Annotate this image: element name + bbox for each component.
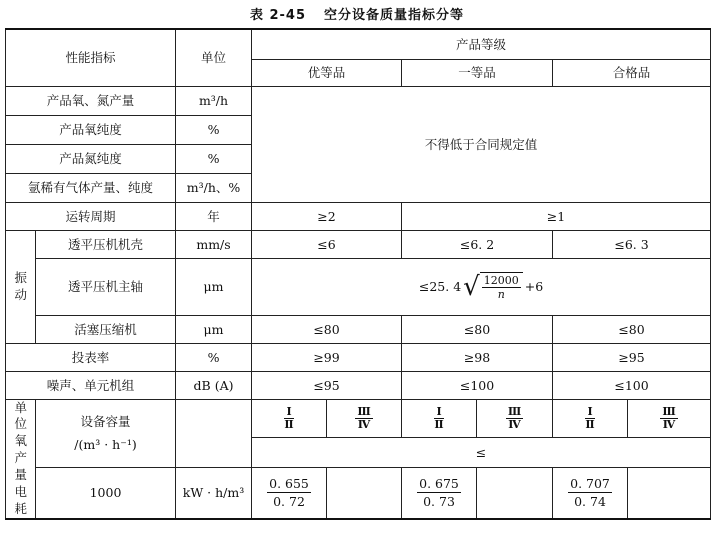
formula-suffix: +6 xyxy=(524,279,544,294)
consumption-empty-cell xyxy=(477,467,553,518)
roman-bottom: Ⅱ xyxy=(284,417,294,431)
fraction-bottom: 0. 72 xyxy=(273,494,305,510)
consumption-cell xyxy=(252,467,327,518)
value-cell: ≤80 xyxy=(553,315,711,343)
roman-bottom: Ⅳ xyxy=(508,417,521,431)
radical-sign-icon: √ xyxy=(463,271,480,302)
shaft-formula xyxy=(419,272,543,302)
unit-cell: % xyxy=(176,144,252,173)
formula-prefix: ≤25. 4 xyxy=(418,279,462,294)
roman-top: Ⅲ xyxy=(357,404,371,418)
unit-cell: μm xyxy=(176,315,252,343)
value-cell: ≤6 xyxy=(252,230,402,258)
power-group-label xyxy=(6,399,36,519)
consumption-cell xyxy=(553,467,628,518)
unit-cell: % xyxy=(176,343,252,371)
le-symbol-cell: ≤ xyxy=(252,437,711,467)
roman-bottom: Ⅱ xyxy=(585,417,595,431)
value-cell: ≤100 xyxy=(553,371,711,399)
roman-top: Ⅲ xyxy=(507,404,522,418)
row-commissioning-rate: 投表率 xyxy=(6,343,176,371)
row-capacity-1000: 1000 xyxy=(36,467,176,518)
capacity-unit: /(m³ · h⁻¹) xyxy=(74,437,137,453)
unit-cell: dB (A) xyxy=(176,371,252,399)
roman-cell xyxy=(628,399,711,437)
roman-top: Ⅰ xyxy=(585,406,594,419)
value-cell: ≤80 xyxy=(252,315,402,343)
vibration-label: 振动 xyxy=(14,269,28,302)
roman-top: Ⅲ xyxy=(662,404,676,418)
roman-cell xyxy=(553,399,628,437)
vibration-group-label xyxy=(6,230,36,343)
value-cell: ≥98 xyxy=(402,343,553,371)
row-turbine-casing: 透平压机机壳 xyxy=(36,230,176,258)
value-cell: ≥95 xyxy=(553,343,711,371)
roman-cell xyxy=(327,399,402,437)
roman-bottom: Ⅱ xyxy=(434,417,444,431)
row-turbine-shaft: 透平压机主轴 xyxy=(36,258,176,315)
unit-cell: mm/s xyxy=(176,230,252,258)
row-oxygen-nitrogen-output: 产品氧、氮产量 xyxy=(6,86,176,115)
consumption-empty-cell xyxy=(628,467,711,518)
fraction-top: 0. 675 xyxy=(419,476,459,492)
roman-top: Ⅰ xyxy=(284,406,293,419)
capacity-unit-empty xyxy=(176,399,252,467)
value-cell: ≥1 xyxy=(402,202,711,230)
fraction-top: 0. 655 xyxy=(269,476,309,492)
formula-numerator: 12000 xyxy=(483,273,519,287)
shaft-formula-cell xyxy=(252,258,711,315)
unit-cell: m³/h xyxy=(176,86,252,115)
quality-grade-table xyxy=(5,28,711,520)
row-equipment-capacity xyxy=(36,399,176,467)
row-argon-output: 氩稀有气体产量、纯度 xyxy=(6,173,176,202)
value-cell: ≤100 xyxy=(402,371,553,399)
row-operation-cycle: 运转周期 xyxy=(6,202,176,230)
merged-note: 不得低于合同规定值 xyxy=(252,86,711,202)
roman-top: Ⅰ xyxy=(434,406,443,419)
value-cell: ≤6. 3 xyxy=(553,230,711,258)
table-number: 表 2-45 xyxy=(249,8,307,23)
unit-cell: % xyxy=(176,115,252,144)
roman-bottom: Ⅳ xyxy=(357,417,371,431)
unit-cell: μm xyxy=(176,258,252,315)
row-oxygen-purity: 产品氧纯度 xyxy=(6,115,176,144)
header-indicator: 性能指标 xyxy=(6,29,176,86)
value-cell: ≤6. 2 xyxy=(402,230,553,258)
capacity-label: 设备容量 xyxy=(80,414,131,430)
roman-cell xyxy=(402,399,477,437)
header-grade-qualified: 合格品 xyxy=(553,59,711,86)
unit-cell: kW · h/m³ xyxy=(176,467,252,518)
roman-cell xyxy=(252,399,327,437)
header-unit: 单位 xyxy=(176,29,252,86)
header-grade-first: 一等品 xyxy=(402,59,553,86)
row-piston-compressor: 活塞压缩机 xyxy=(36,315,176,343)
fraction-bottom: 0. 74 xyxy=(574,494,606,510)
roman-cell xyxy=(477,399,553,437)
table-caption: 空分设备质量指标分等 xyxy=(324,8,465,23)
consumption-cell xyxy=(402,467,477,518)
header-grade: 产品等级 xyxy=(252,29,711,59)
roman-bottom: Ⅳ xyxy=(662,417,676,431)
fraction-top: 0. 707 xyxy=(570,476,610,492)
value-cell: ≤80 xyxy=(402,315,553,343)
sqrt-expression xyxy=(463,272,523,302)
table-title xyxy=(0,4,714,23)
row-noise: 噪声、单元机组 xyxy=(6,371,176,399)
unit-cell: 年 xyxy=(176,202,252,230)
power-consumption-label: 单位氧产量电耗 xyxy=(14,399,28,516)
header-grade-excellent: 优等品 xyxy=(252,59,402,86)
value-cell: ≤95 xyxy=(252,371,402,399)
unit-cell: m³/h、% xyxy=(176,173,252,202)
value-cell: ≥2 xyxy=(252,202,402,230)
formula-denominator: n xyxy=(497,287,505,301)
row-nitrogen-purity: 产品氮纯度 xyxy=(6,144,176,173)
value-cell: ≥99 xyxy=(252,343,402,371)
consumption-empty-cell xyxy=(327,467,402,518)
fraction-bottom: 0. 73 xyxy=(423,494,455,510)
